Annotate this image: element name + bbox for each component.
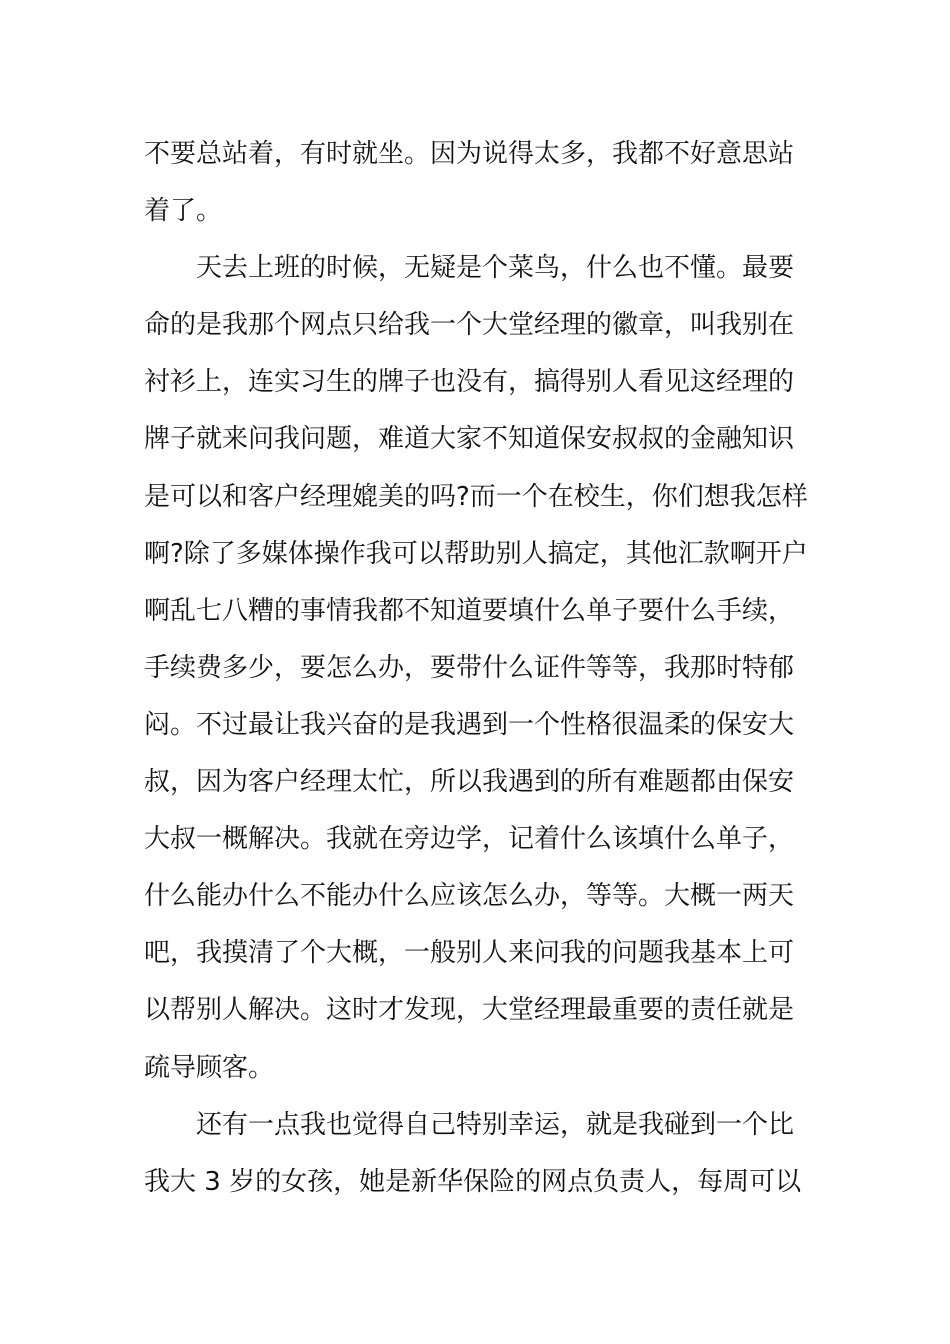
text-line: 我大 3 岁的女孩，她是新华保险的网点负责人，每周可以 <box>144 1166 802 1197</box>
text-line: 什么能办什么不能办什么应该怎么办，等等。大概一两天 <box>144 881 795 912</box>
text-line: 大叔一概解决。我就在旁边学，记着什么该填什么单子， <box>144 824 795 855</box>
text-line: 吧，我摸清了个大概，一般别人来问我的问题我基本上可 <box>144 938 795 969</box>
text-line: 不要总站着，有时就坐。因为说得太多，我都不好意思站 <box>144 139 795 169</box>
text-line: 命的是我那个网点只给我一个大堂经理的徽章，叫我别在 <box>144 310 795 341</box>
text-line: 手续费多少，要怎么办，要带什么证件等等，我那时特郁 <box>144 652 795 683</box>
text-line: 啊乱七八糟的事情我都不知道要填什么单子要什么手续， <box>144 595 795 626</box>
text-line: 是可以和客户经理媲美的吗?而一个在校生，你们想我怎样 <box>144 481 808 512</box>
paragraph-first-line: 天去上班的时候，无疑是个菜鸟，什么也不懂。最要 <box>196 253 795 284</box>
text-line: 牌子就来问我问题，难道大家不知道保安叔叔的金融知识 <box>144 424 795 455</box>
body-text <box>144 126 814 1211</box>
text-line: 叔，因为客户经理太忙，所以我遇到的所有难题都由保安 <box>144 767 795 798</box>
text-line: 闷。不过最让我兴奋的是我遇到一个性格很温柔的保安大 <box>144 709 795 740</box>
paragraph-first-line: 还有一点我也觉得自己特别幸运，就是我碰到一个比 <box>196 1109 795 1140</box>
text-line: 衬衫上，连实习生的牌子也没有，搞得别人看见这经理的 <box>144 367 795 398</box>
text-line: 疏导顾客。 <box>144 1052 275 1083</box>
text-line: 着了。 <box>144 196 223 227</box>
text-line: 啊?除了多媒体操作我可以帮助别人搞定，其他汇款啊开户 <box>144 538 808 569</box>
text-line: 以帮别人解决。这时才发现，大堂经理最重要的责任就是 <box>144 995 795 1026</box>
